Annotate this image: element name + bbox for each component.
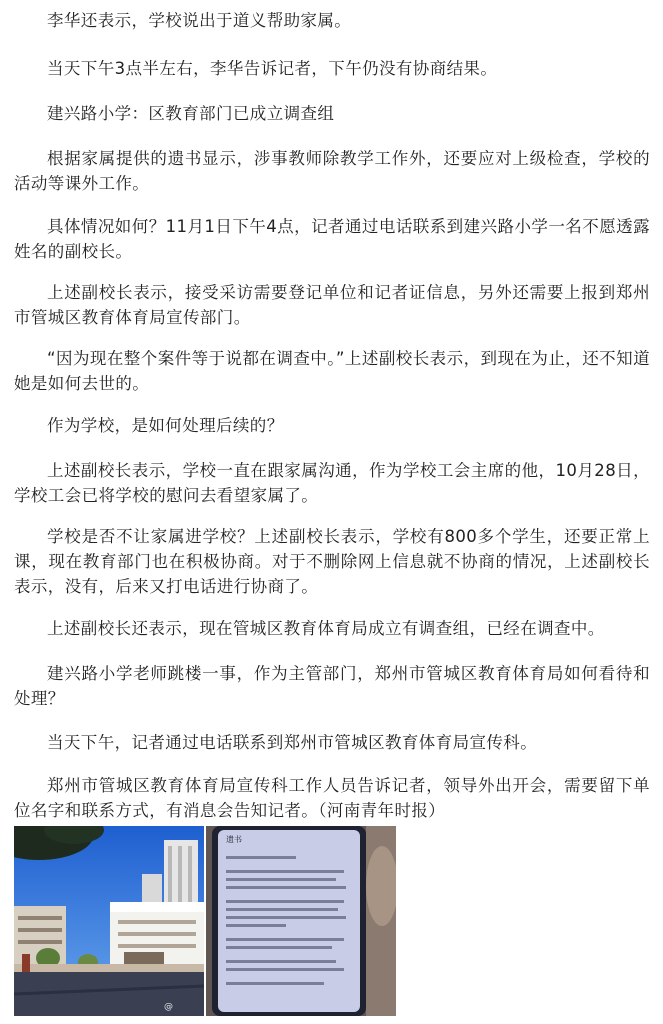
paragraph-1: 李华还表示，学校说出于道义帮助家属。 bbox=[47, 11, 352, 30]
note-title: 遗书 bbox=[226, 835, 242, 844]
watermark-text: @ bbox=[164, 1002, 173, 1012]
phone-illustration bbox=[206, 826, 396, 1016]
school-building-photo[interactable] bbox=[14, 826, 204, 1016]
school-building-illustration bbox=[14, 826, 204, 1016]
paragraph-10: 学校是否不让家属进学校？上述副校长表示，学校有800多个学生，还要正常上课，现在教育部门也在积极协商。对于不删除网上信息就不协商的情况，上述副校长表示，没有，后来又打电话进行协商了。 bbox=[14, 527, 650, 596]
paragraph-7: “因为现在整个案件等于说都在调查中。”上述副校长表示，到现在为止，还不知道她是如何去世的。 bbox=[14, 349, 650, 393]
paragraph-11: 上述副校长还表示，现在管城区教育体育局成立有调查组，已经在调查中。 bbox=[47, 619, 605, 638]
section-heading: 建兴路小学：区教育部门已成立调查组 bbox=[47, 104, 335, 123]
paragraph-4: 根据家属提供的遗书显示，涉事教师除教学工作外，还要应对上级检查，学校的活动等课外工作。 bbox=[14, 149, 650, 193]
paragraph-9: 上述副校长表示，学校一直在跟家属沟通，作为学校工会主席的他，10月28日，学校工会已将学校的慰问去看望家属了。 bbox=[14, 461, 650, 505]
paragraph-2: 当天下午3点半左右，李华告诉记者，下午仍没有协商结果。 bbox=[47, 59, 498, 78]
paragraph-14: 郑州市管城区教育体育局宣传科工作人员告诉记者，领导外出开会，需要留下单位名字和联系方式，有消息会告知记者。（河南青年时报） bbox=[14, 776, 650, 820]
paragraph-12: 建兴路小学老师跳楼一事，作为主管部门，郑州市管城区教育体育局如何看待和处理？ bbox=[14, 664, 650, 708]
paragraph-6: 上述副校长表示，接受采访需要登记单位和记者证信息，另外还需要上报到郑州市管城区教育体育局宣传部门。 bbox=[14, 283, 650, 327]
paragraph-5: 具体情况如何？11月1日下午4点，记者通过电话联系到建兴路小学一名不愿透露姓名的副校长。 bbox=[14, 217, 650, 261]
photo-strip bbox=[14, 826, 396, 1016]
paragraph-8: 作为学校，是如何处理后续的？ bbox=[47, 416, 284, 435]
phone-screenshot-photo[interactable] bbox=[206, 826, 396, 1016]
paragraph-13: 当天下午，记者通过电话联系到郑州市管城区教育体育局宣传科。 bbox=[47, 733, 538, 752]
